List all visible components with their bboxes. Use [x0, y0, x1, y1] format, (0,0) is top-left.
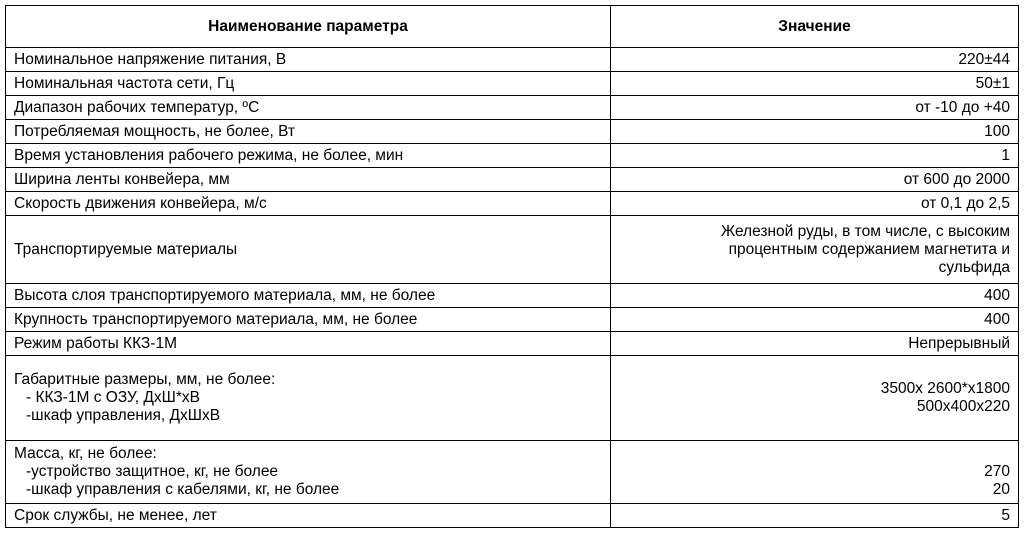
param-cell: Срок службы, не менее, лет [6, 504, 611, 528]
table-row [6, 120, 1019, 144]
param-line: - ККЗ-1М с ОЗУ, ДхШ*хВ [26, 389, 200, 406]
value-cell [611, 216, 1019, 284]
value-line: 3500х 2600*х1800 [880, 380, 1010, 397]
table-row [6, 441, 1019, 504]
table-row [6, 48, 1019, 72]
table-row [6, 356, 1019, 441]
param-line: Масса, кг, не более: [14, 445, 157, 462]
param-cell: Высота слоя транспортируемого материала, мм, не более [6, 284, 611, 308]
value-line: 270 [984, 463, 1010, 480]
value-cell [611, 356, 1019, 441]
param-cell: Крупность транспортируемого материала, мм, не более [6, 308, 611, 332]
table-row [6, 72, 1019, 96]
table-row [6, 504, 1019, 528]
table-row [6, 308, 1019, 332]
table-row [6, 144, 1019, 168]
value-line: Железной руды, в том числе, с высоким [720, 222, 1010, 240]
param-cell: Номинальное напряжение питания, В [6, 48, 611, 72]
value-line: сульфида [938, 258, 1010, 276]
param-cell: Ширина ленты конвейера, мм [6, 168, 611, 192]
value-cell: 100 [611, 120, 1019, 144]
value-cell: 400 [611, 284, 1019, 308]
param-line: -устройство защитное, кг, не более [26, 463, 279, 480]
param-cell [6, 441, 611, 504]
header-value: Значение [611, 6, 1019, 48]
value-spacer [619, 445, 1010, 463]
param-cell: Режим работы ККЗ-1М [6, 332, 611, 356]
value-cell: Непрерывный [611, 332, 1019, 356]
value-cell: 5 [611, 504, 1019, 528]
param-cell: Номинальная частота сети, Гц [6, 72, 611, 96]
table-row [6, 96, 1019, 120]
value-cell: 400 [611, 308, 1019, 332]
value-line: 20 [992, 481, 1010, 498]
header-parameter-name: Наименование параметра [6, 6, 611, 48]
param-line: -шкаф управления, ДхШхВ [26, 407, 221, 424]
param-cell: Диапазон рабочих температур, ºС [6, 96, 611, 120]
param-line: -шкаф управления с кабелями, кг, не более [26, 481, 340, 498]
table-row [6, 332, 1019, 356]
param-cell: Потребляемая мощность, не более, Вт [6, 120, 611, 144]
value-cell [611, 441, 1019, 504]
value-cell: от 600 до 2000 [611, 168, 1019, 192]
param-cell [6, 356, 611, 441]
table-row [6, 216, 1019, 284]
table-row [6, 168, 1019, 192]
param-cell: Время установления рабочего режима, не более, мин [6, 144, 611, 168]
param-line: Габаритные размеры, мм, не более: [14, 371, 276, 388]
value-cell: от -10 до +40 [611, 96, 1019, 120]
param-cell: Транспортируемые материалы [6, 216, 611, 284]
value-line: 500х400х220 [916, 398, 1010, 415]
value-cell: 50±1 [611, 72, 1019, 96]
specifications-table [5, 5, 1019, 528]
table-row [6, 284, 1019, 308]
value-cell: от 0,1 до 2,5 [611, 192, 1019, 216]
table-row [6, 192, 1019, 216]
value-cell: 1 [611, 144, 1019, 168]
value-line: процентным содержанием магнетита и [728, 240, 1010, 258]
value-cell: 220±44 [611, 48, 1019, 72]
table-header-row [6, 6, 1019, 48]
param-cell: Скорость движения конвейера, м/с [6, 192, 611, 216]
